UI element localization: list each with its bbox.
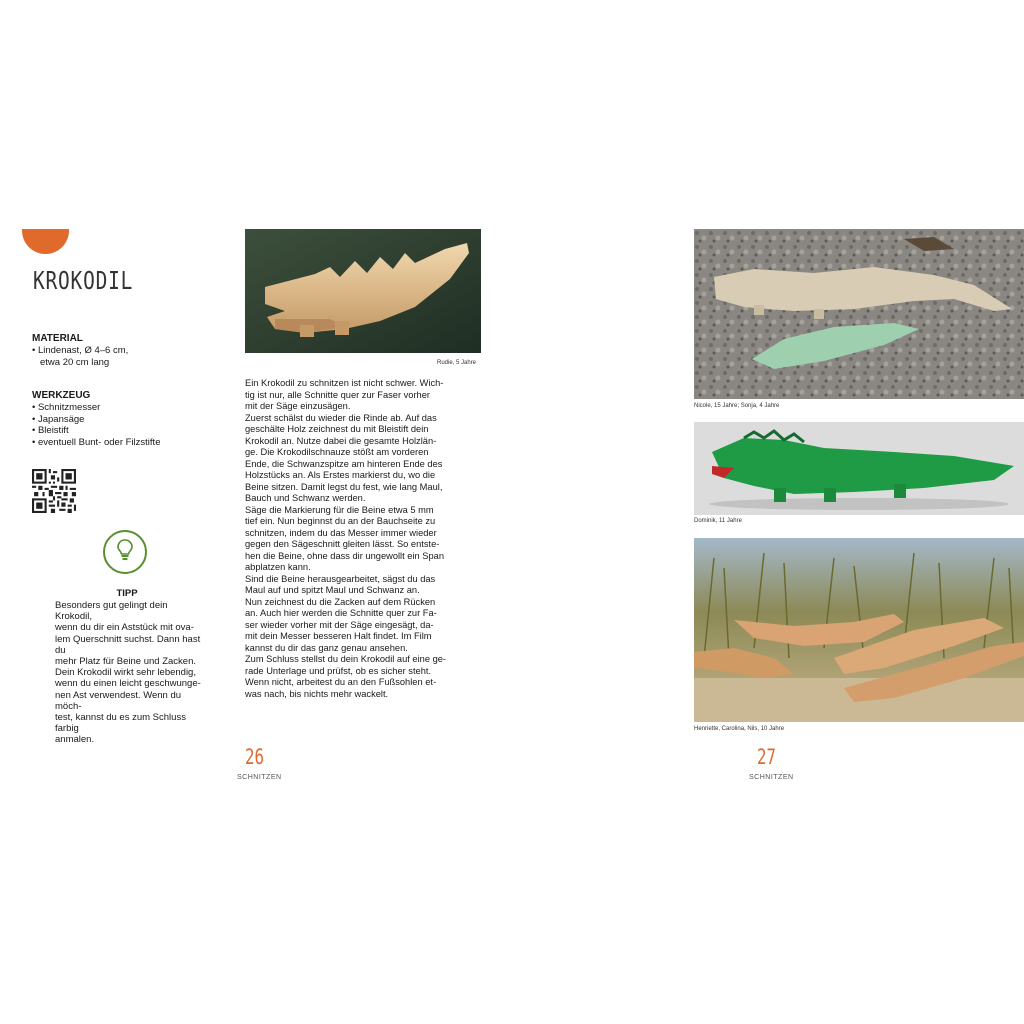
material-item: • Lindenast, Ø 4–6 cm, <box>32 345 202 357</box>
photo-green-crocodile <box>694 422 1024 515</box>
instructions-line: an. Auch hier werden die Schnitte quer zur Fa- <box>245 608 437 618</box>
page-number-right: 27 <box>757 745 776 769</box>
page-title: KROKODIL <box>33 266 134 295</box>
instructions-line: abplatzen kann. <box>245 562 311 572</box>
tip-text-line: Dein Krokodil wirkt sehr lebendig, <box>55 667 196 679</box>
instructions-line: Ende, die Schwanzspitze am hinteren Ende des <box>245 458 443 469</box>
tip-text-line: lem Querschnitt suchst. Dann hast du <box>55 633 201 656</box>
section-label-left: SCHNITZEN <box>237 774 282 781</box>
instructions-line: Bauch und Schwanz werden. <box>245 493 366 503</box>
photo-caption: Dominik, 11 Jahre <box>694 518 742 524</box>
instructions-line: mit dein Messer besseren Halt findet. Im Film <box>245 631 432 641</box>
tool-item: • Bleistift <box>32 425 207 437</box>
instructions-line: Zuerst schälst du wieder die Rinde ab. Auf das <box>245 412 437 423</box>
tip-text-line: test, kannst du es zum Schluss farbig <box>55 712 186 735</box>
instructions-line: Krokodil an. Nutze dabei die gesamte Holzlän- <box>245 435 437 446</box>
tool-item: • eventuell Bunt- oder Filzstifte <box>32 437 207 449</box>
chapter-marker-dot <box>22 207 69 254</box>
tools-label: WERKZEUG <box>32 390 91 401</box>
tools-section <box>32 390 207 448</box>
page-number-left: 26 <box>245 745 264 769</box>
instructions-line: tief ein. Nun beginnst du an der Bauchseite zu <box>245 516 436 526</box>
photo-crocodiles-in-grass <box>694 538 1024 722</box>
instructions-line: ser wieder vorher mit der Säge eingesägt, da- <box>245 619 434 630</box>
instructions-line: geschälte Holz zeichnest du mit Bleistift dein <box>245 424 429 434</box>
instructions-line: Beine sitzen. Damit legst du fest, wie lang Maul, <box>245 481 443 492</box>
instructions-line: Zum Schluss stellst du dein Krokodil auf eine ge- <box>245 654 447 664</box>
instructions-line: Säge die Markierung für die Beine etwa 5 mm <box>245 504 434 515</box>
material-section <box>32 333 202 368</box>
instructions-line: Holzstücks an. Als Erstes markierst du, wo die <box>245 470 436 480</box>
instructions-line: schnitzen, indem du das Messer immer wieder <box>245 527 437 538</box>
tip-text <box>55 600 204 746</box>
material-label: MATERIAL <box>32 333 83 344</box>
instructions-line: ge. Die Krokodilschnauze stößt am vorderen <box>245 447 429 457</box>
photo-caption: Rudie, 5 Jahre <box>437 360 477 366</box>
instructions-line: kannst du dir das ganz genau ansehen. <box>245 642 408 653</box>
tip-badge <box>103 530 147 574</box>
instructions-line: Wenn nicht, arbeitest du an den Fußsohlen et- <box>245 677 437 687</box>
material-item-continued: etwa 20 cm lang <box>40 356 110 368</box>
tool-item: • Japansäge <box>32 414 207 426</box>
tip-text-line: wenn du dir ein Aststück mit ova- <box>55 622 194 634</box>
instructions-line: tig ist nur, alle Schnitte quer zur Faser vorher <box>245 389 430 400</box>
photo-crocodiles-on-gravel <box>694 229 1024 399</box>
instructions-line: gegen den Sägeschnitt gleiten lässt. So entste- <box>245 539 440 549</box>
instructions-text <box>245 378 481 700</box>
instructions-line: Sind die Beine herausgearbeitet, sägst du das <box>245 573 436 584</box>
instructions-line: mit der Säge einzusägen. <box>245 401 351 411</box>
instructions-line: rade Unterlage und prüfst, ob es sicher steht. <box>245 665 432 676</box>
photo-caption: Henriette, Carolina, Nils, 10 Jahre <box>694 726 785 732</box>
tip-text-line: mehr Platz für Beine und Zacken. <box>55 656 196 668</box>
photo-caption: Nicole, 15 Jahre; Sonja, 4 Jahre <box>694 403 780 409</box>
tip-text-line: wenn du einen leicht geschwunge- <box>55 678 201 690</box>
instructions-line: Nun zeichnest du die Zacken auf dem Rücken <box>245 596 436 607</box>
lightbulb-icon <box>115 538 135 567</box>
photo-wooden-crocodile <box>245 229 481 353</box>
tip-text-line: anmalen. <box>55 734 95 746</box>
instructions-line: hen die Beine, ohne dass dir ungewollt ein Span <box>245 550 444 561</box>
instructions-line: Ein Krokodil zu schnitzen ist nicht schwer. Wich- <box>245 378 444 388</box>
tip-text-line: Besonders gut gelingt dein Krokodil, <box>55 600 168 623</box>
instructions-line: was nach, bis nichts mehr wackelt. <box>245 688 389 699</box>
tip-title: TIPP <box>116 588 138 599</box>
section-label-right: SCHNITZEN <box>749 774 794 781</box>
tool-item: • Schnitzmesser <box>32 402 207 414</box>
tip-text-line: nen Ast verwendest. Wenn du möch- <box>55 689 182 712</box>
qr-code[interactable] <box>32 469 76 513</box>
instructions-line: Maul auf und spitzt Maul und Schwanz an. <box>245 585 420 595</box>
